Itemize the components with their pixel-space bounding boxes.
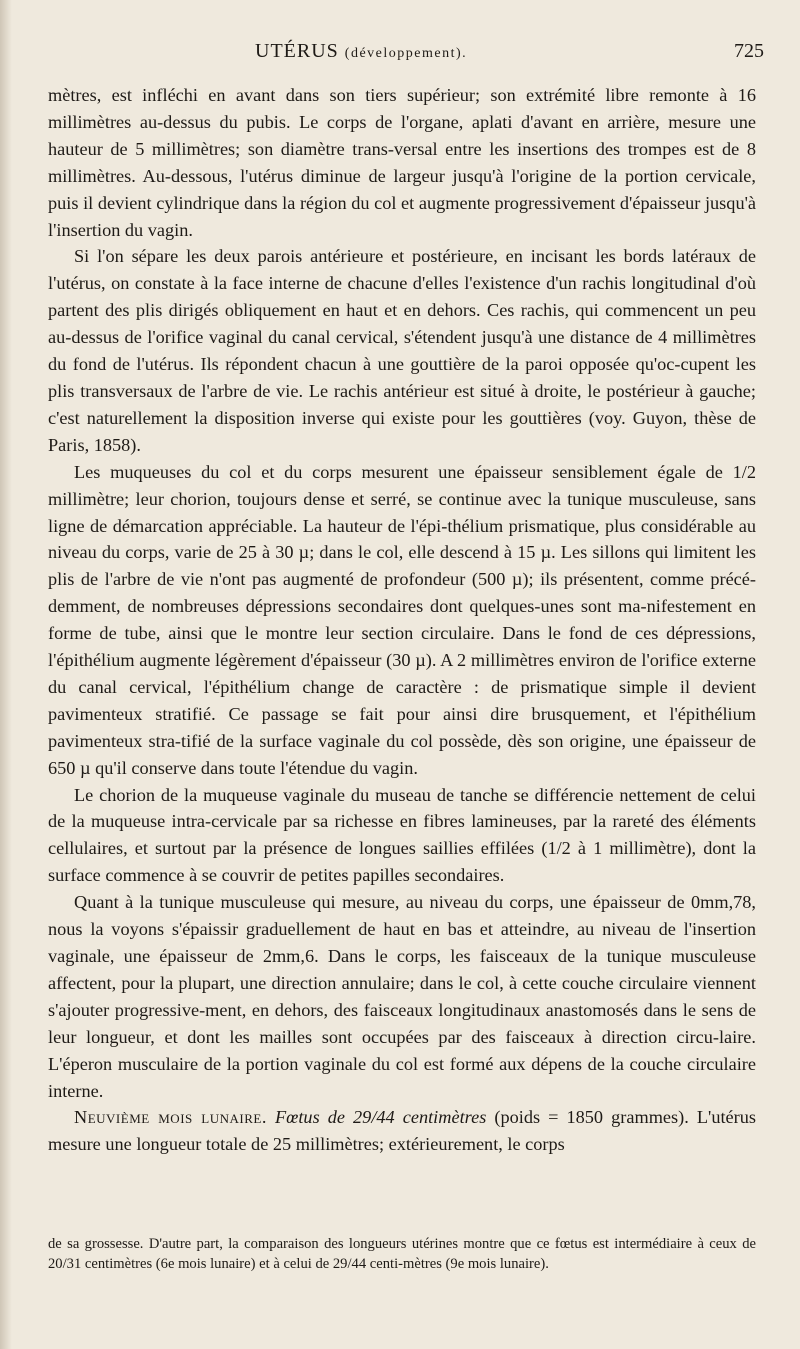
running-title-sub: (développement). [344,46,468,61]
footnote-text: de sa grossesse. D'autre part, la comparaison des longueurs utérines montre que ce fœtus est intermédiaire à ceux de 20/31 centimètres (6e mois lunaire) et à celui de 29/44 centi-mètres (9e mois lunaire). [48,1236,756,1272]
page-edge-shadow [0,0,12,1349]
paragraph: mètres, est infléchi en avant dans son tiers supérieur; son extrémité libre remonte à 16 millimètres au-dessus du pubis. Le corps de l'organe, aplati d'avant en arrière, mesure une hauteur de 5 millimètres; son diamètre trans-versal entre les insertions des trompes est de 8 millimètres. Au-dessous, l'utérus diminue de largeur jusqu'à l'origine de la portion cervicale, puis il devient cylindrique dans la région du col et augmente progressivement d'épaisseur jusqu'à l'insertion du vagin. [48,85,756,240]
body-text [48,82,756,1158]
page-number: 725 [734,40,764,62]
section-paragraph [48,1104,756,1158]
fetus-size: Fœtus de 29/44 centimètres [274,1107,487,1128]
paragraph: Si l'on sépare les deux parois antérieure et postérieure, en incisant les bords latéraux de l'utérus, on constate à la face interne de chacune d'elles l'existence d'un rachis longitudinal d'où partent des plis dirigés obliquement en haut et en dehors. Ces rachis, qui commencent un peu au-dessus de l'orifice vaginal du canal cervical, s'étendent jusqu'à une distance de 4 millimètres du fond de l'utérus. Ils répondent chacun à une gouttière de la paroi opposée qu'oc-cupent les plis transversaux de l'arbre de vie. Le rachis antérieur est situé à droite, le postérieur à gauche; c'est naturellement la disposition inverse qui existe pour les gouttières (voy. Guyon, thèse de Paris, 1858). [48,246,756,455]
running-title [255,40,467,63]
page-header [0,40,800,70]
fetus-weight: (poids = 1850 grammes). [494,1107,689,1128]
running-title-main: UTÉRUS [255,40,339,62]
section-text: L'utérus mesure une longueur totale de 25 millimètres; extérieurement, le corps [48,1107,756,1155]
paragraph: Les muqueuses du col et du corps mesurent une épaisseur sensiblement égale de 1/2 millimètre; leur chorion, toujours dense et serré, se continue avec la tunique musculeuse, sans ligne de démarcation appréciable. La hauteur de l'épi-thélium prismatique, plus considérable au niveau du corps, varie de 25 à 30 µ; dans le col, elle descend à 15 µ. Les sillons qui limitent les plis de l'arbre de vie n'ont pas augmenté de profondeur (500 µ); ils présentent, comme précé-demment, de nombreuses dépressions secondaires dont quelques-unes sont ma-nifestement en forme de tube, ainsi que le montre leur section circulaire. Dans le fond de ces dépressions, l'épithélium augmente légèrement d'épaisseur (30 µ). A 2 millimètres environ de l'orifice externe du canal cervical, l'épithélium change de caractère : de prismatique simple il devient pavimenteux stratifié. Ce passage se fait pour ainsi dire brusquement, et l'épithélium pavimenteux stra-tifié de la surface vaginale du col possède, dès son origine, une épaisseur de 650 µ qu'il conserve dans toute l'étendue du vagin. [48,461,756,778]
footnote [48,1234,756,1274]
section-heading: Neuvième mois lunaire. [74,1107,267,1128]
paragraph: Le chorion de la muqueuse vaginale du museau de tanche se différencie nettement de celui de la muqueuse intra-cervicale par sa richesse en fibres lamineuses, par la rareté des éléments cellulaires, et surtout par la présence de longues saillies effilées (1/2 à 1 millimètre), dont la surface commence à se couvrir de petites papilles secondaires. [48,784,756,886]
paragraph: Quant à la tunique musculeuse qui mesure, au niveau du corps, une épaisseur de 0mm,78, nous la voyons s'épaissir graduellement de haut en bas et atteindre, au niveau de l'insertion vaginale, une épaisseur de 2mm,6. Dans le corps, les faisceaux de la tunique musculeuse affectent, pour la plupart, une direction annulaire; dans le col, à cette couche circulaire viennent s'ajouter progressive-ment, en dehors, des faisceaux longitudinaux anastomosés dans le sens de leur longueur, et dont les mailles sont occupées par des faisceaux à direction circu-laire. L'éperon musculaire de la portion vaginale du col est formé aux dépens de la couche circulaire interne. [48,892,756,1101]
